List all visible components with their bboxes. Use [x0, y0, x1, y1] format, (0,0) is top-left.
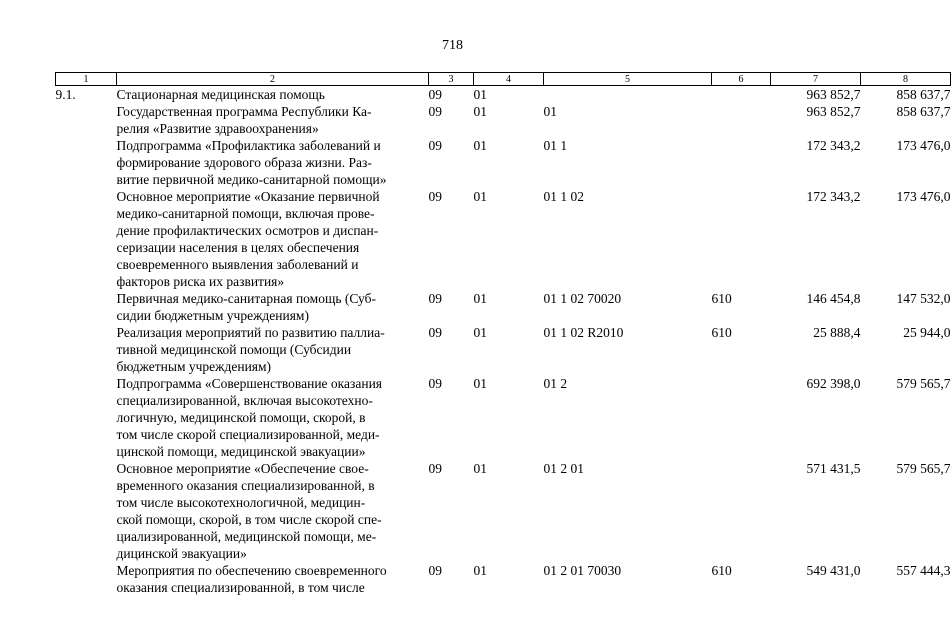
row-name-line: Реализация мероприятий по развитию паллиа-	[116, 325, 385, 340]
target-item-cell: 01 1 02 R2010	[543, 325, 624, 340]
row-name-line: Основное мероприятие «Обеспечение свое-	[116, 461, 369, 476]
section-code-cell: 09	[428, 376, 442, 391]
amount-cell: 146 454,8	[806, 291, 861, 306]
row-name-cell	[117, 290, 429, 324]
column-header: 1	[56, 73, 117, 86]
section-code-cell: 09	[428, 461, 442, 476]
row-name-line: релия «Развитие здравоохранения»	[116, 121, 319, 136]
amount-cell: 963 852,7	[806, 104, 861, 119]
table-row	[56, 562, 951, 596]
table-row	[56, 86, 951, 104]
table-row	[56, 137, 951, 188]
amount-cell: 147 532,0	[896, 291, 951, 306]
row-name-line: Подпрограмма «Совершенствование оказания	[116, 376, 383, 391]
row-name-line: своевременного выявления заболеваний и	[116, 257, 359, 272]
target-item-cell: 01 1 02	[543, 189, 584, 204]
amount-cell: 963 852,7	[806, 87, 861, 102]
amount-cell: 692 398,0	[806, 376, 861, 391]
row-name-line: Стационарная медицинская помощь	[116, 87, 325, 102]
row-number-cell	[56, 375, 117, 460]
target-item-cell	[544, 86, 712, 104]
target-item-cell: 01 2	[543, 376, 568, 391]
amount-cell: 579 565,7	[896, 461, 951, 476]
row-name-cell	[117, 86, 429, 104]
row-name-line: Первичная медико-санитарная помощь (Суб-	[116, 291, 376, 306]
expense-type-cell: 610	[711, 291, 732, 306]
table-row	[56, 188, 951, 290]
expense-type-cell	[712, 103, 771, 137]
row-name-cell	[117, 375, 429, 460]
subsection-code-cell: 01	[473, 563, 487, 578]
section-code-cell: 09	[428, 291, 442, 306]
subsection-code-cell: 01	[473, 376, 487, 391]
target-item-cell: 01 2 01	[543, 461, 584, 476]
subsection-code-cell: 01	[473, 291, 487, 306]
column-header: 2	[117, 73, 429, 86]
row-name-line: специализированной, включая высокотехно-	[116, 393, 373, 408]
row-number-cell	[56, 188, 117, 290]
column-header: 3	[429, 73, 474, 86]
expense-type-cell	[712, 375, 771, 460]
amount-cell: 25 944,0	[903, 325, 951, 340]
table-row	[56, 375, 951, 460]
row-name-line: том числе скорой специализированной, меди-	[116, 427, 380, 442]
table-row	[56, 103, 951, 137]
row-name-line: том числе высокотехнологичной, медицин-	[116, 495, 366, 510]
amount-cell: 571 431,5	[806, 461, 861, 476]
row-name-line: ской помощи, скорой, в том числе скорой спе-	[116, 512, 382, 527]
row-name-line: бюджетным учреждениям)	[116, 359, 272, 374]
amount-cell: 579 565,7	[896, 376, 951, 391]
section-code-cell: 09	[428, 325, 442, 340]
subsection-code-cell: 01	[473, 138, 487, 153]
row-name-line: логичную, медицинской помощи, скорой, в	[116, 410, 366, 425]
row-name-cell	[117, 324, 429, 375]
row-number-cell	[56, 562, 117, 596]
section-code-cell: 09	[428, 563, 442, 578]
section-code-cell: 09	[428, 104, 442, 119]
section-code-cell: 09	[428, 138, 442, 153]
column-header: 8	[861, 73, 951, 86]
row-name-cell	[117, 562, 429, 596]
subsection-code-cell: 01	[473, 189, 487, 204]
target-item-cell: 01	[543, 104, 557, 119]
row-name-line: формирование здорового образа жизни. Раз-	[116, 155, 372, 170]
subsection-code-cell: 01	[473, 325, 487, 340]
row-name-cell	[117, 460, 429, 562]
row-name-cell	[117, 188, 429, 290]
amount-cell: 172 343,2	[806, 138, 861, 153]
row-name-line: серизации населения в целях обеспечения	[116, 240, 360, 255]
row-name-line: Подпрограмма «Профилактика заболеваний и	[116, 138, 381, 153]
amount-cell: 173 476,0	[896, 138, 951, 153]
budget-table	[55, 72, 951, 596]
target-item-cell: 01 2 01 70030	[543, 563, 622, 578]
row-name-line: дицинской эвакуации»	[116, 546, 247, 561]
row-number-cell	[56, 103, 117, 137]
expense-type-cell	[712, 188, 771, 290]
amount-cell: 173 476,0	[896, 189, 951, 204]
row-name-line: медико-санитарной помощи, включая прове-	[116, 206, 375, 221]
section-code-cell: 09	[428, 87, 442, 102]
table-row	[56, 290, 951, 324]
row-number-cell	[56, 324, 117, 375]
row-name-line: цинской помощи, медицинской эвакуации»	[116, 444, 366, 459]
row-name-line: факторов риска их развития»	[116, 274, 285, 289]
subsection-code-cell: 01	[473, 104, 487, 119]
target-item-cell: 01 1	[543, 138, 568, 153]
column-header: 6	[712, 73, 771, 86]
column-header: 5	[544, 73, 712, 86]
row-number-cell	[56, 290, 117, 324]
subsection-code-cell: 01	[473, 461, 487, 476]
row-name-line: сидии бюджетным учреждениям)	[116, 308, 309, 323]
column-header: 7	[771, 73, 861, 86]
expense-type-cell	[712, 86, 771, 104]
row-name-line: дение профилактических осмотров и диспан-	[116, 223, 379, 238]
row-name-line: Государственная программа Республики Ка-	[116, 104, 372, 119]
amount-cell: 549 431,0	[806, 563, 861, 578]
column-number-row	[56, 73, 951, 86]
row-name-line: оказания специализированной, в том числе	[116, 580, 365, 595]
row-name-line: циализированной, медицинской помощи, ме-	[116, 529, 377, 544]
row-name-cell	[117, 103, 429, 137]
table-row	[56, 324, 951, 375]
row-number-cell	[56, 137, 117, 188]
row-name-cell	[117, 137, 429, 188]
subsection-code-cell: 01	[473, 87, 487, 102]
amount-cell: 25 888,4	[813, 325, 861, 340]
amount-cell: 557 444,3	[896, 563, 951, 578]
expense-type-cell: 610	[711, 563, 732, 578]
row-name-line: витие первичной медико-санитарной помощи»	[116, 172, 387, 187]
row-name-line: Основное мероприятие «Оказание первичной	[116, 189, 380, 204]
amount-cell: 858 637,7	[896, 104, 951, 119]
section-code-cell: 09	[428, 189, 442, 204]
amount-cell: 172 343,2	[806, 189, 861, 204]
table-body	[56, 86, 951, 597]
row-name-line: временного оказания специализированной, в	[116, 478, 375, 493]
row-number-cell: 9.1.	[55, 87, 76, 102]
table-row	[56, 460, 951, 562]
expense-type-cell	[712, 137, 771, 188]
row-name-line: тивной медицинской помощи (Субсидии	[116, 342, 352, 357]
target-item-cell: 01 1 02 70020	[543, 291, 622, 306]
column-header: 4	[474, 73, 544, 86]
expense-type-cell: 610	[711, 325, 732, 340]
page-number: 718	[442, 38, 463, 53]
expense-type-cell	[712, 460, 771, 562]
row-number-cell	[56, 460, 117, 562]
row-name-line: Мероприятия по обеспечению своевременного	[116, 563, 387, 578]
amount-cell: 858 637,7	[896, 87, 951, 102]
